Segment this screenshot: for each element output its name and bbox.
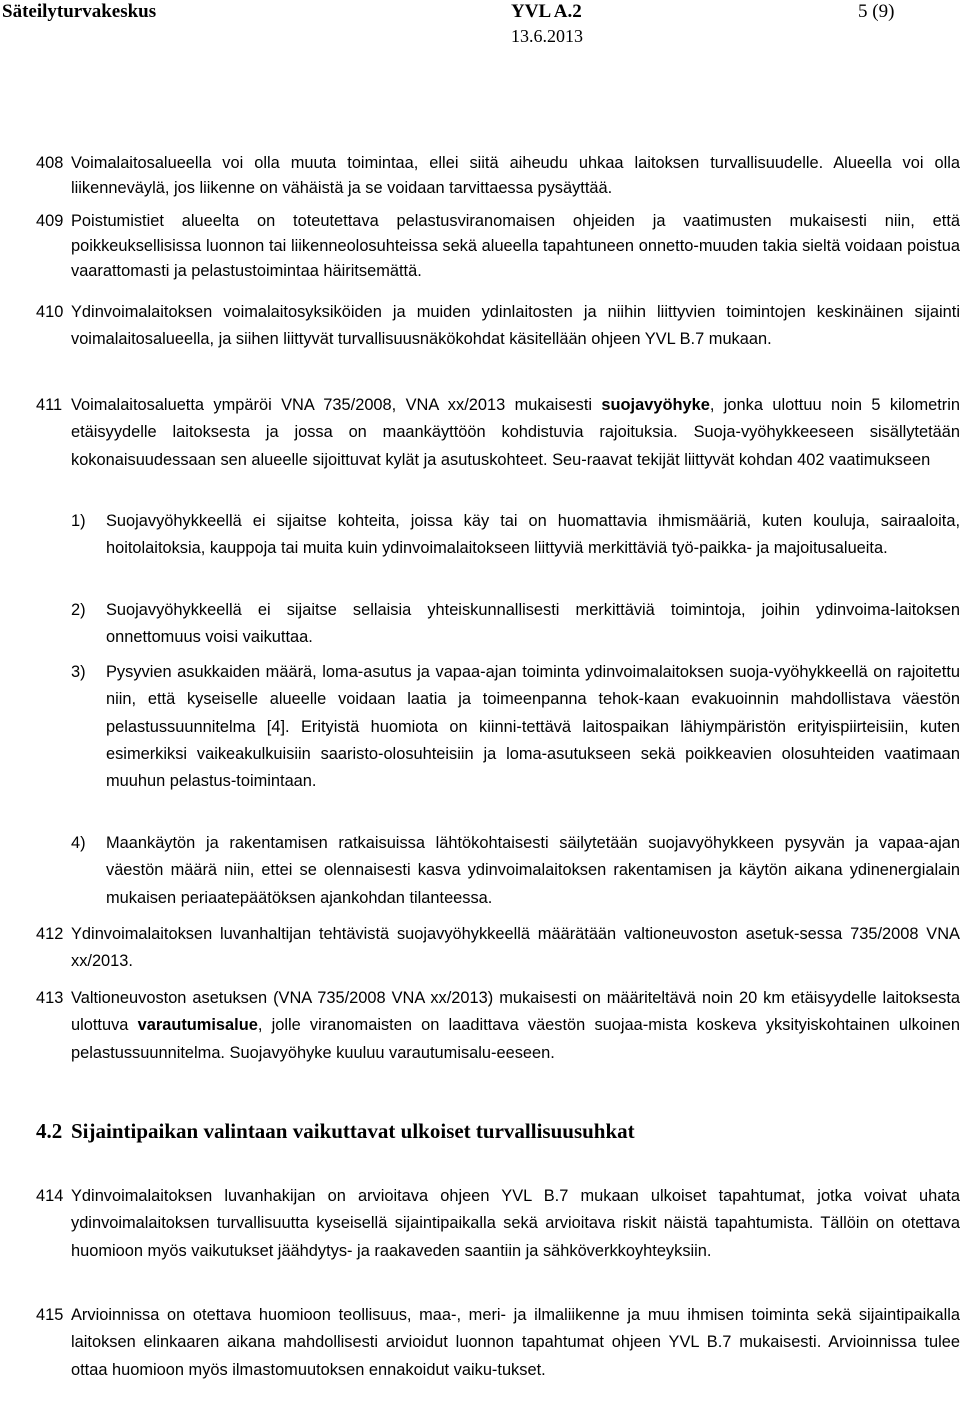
paragraph-text: Arvioinnissa on otettava huomioon teollisuus, maa-, meri- ja ilmaliikenne ja muu ihmisen toiminta sekä sijaintipaikalla laitoksen elinkaaren aikana mahdollisesti arvioidut luonnon tapahtumat ohjeen YVL B.7 mukaisesti. Arvioinnissa tulee ottaa huomioon myös ilmastomuutoksen ennakoidut vaiku-tukset. [71,1306,960,1379]
list-item-text: Suojavyöhykkeellä ei sijaitse kohteita, joissa käy tai on huomattavia ihmismääriä, kuten kouluja, sairaaloita, hoitolaitoksia, kauppoja tai muita kuin ydinvoimalaitokseen liittyviä merkittäviä työ-paikka- ja majoitusalueita. [106,512,960,558]
section-heading [36,1119,635,1144]
paragraph-text [71,392,960,474]
paragraph-text: Ydinvoimalaitoksen voimalaitosyksiköiden ja muiden ydinlaitosten ja niihin liittyvien toimintojen keskinäinen sijainti voimalaitosalueella, ja siihen liittyvät turvallisuusnäkökohdat käsitellään ohjeen YVL B.7 mukaan. [71,303,960,349]
list-item-text: Maankäytön ja rakentamisen ratkaisuissa lähtökohtaisesti säilytetään suojavyöhykkeen pysyvän ja vapaa-ajan väestön määrä niin, ettei se olennaisesti kasva ydinvoimalaitoksen rakentamisen ja käytön aikana ydinenergialain mukaisen periaatepäätöksen ajankohdan tilanteessa. [106,834,960,907]
term-suojavyohyke: suojavyöhyke [601,396,710,414]
paragraph-text: Voimalaitosalueella voi olla muuta toimintaa, ellei siitä aiheudu uhkaa laitoksen turvallisuudelle. Alueella voi olla liikenneväylä, jos liikenne on vähäistä ja se voidaan tarvittaessa pysäyttää. [71,154,960,197]
text-segment: , jolle viranomaisten on laadittava väestön suojaa-mista koskeva yksityiskohtainen ulkoinen pelastussuunnitelma. Suojavyöhyke kuuluu varautumisalu-eeseen. [71,1016,960,1062]
paragraph-text: Ydinvoimalaitoksen luvanhaltijan tehtävistä suojavyöhykkeellä määrätään valtioneuvoston asetuk-sessa 735/2008 VNA xx/2013. [71,925,960,971]
paragraph-number: 412 [36,925,64,943]
paragraph-414 [36,1183,960,1265]
page-header [0,0,960,56]
list-item [71,659,960,795]
paragraph-number: 409 [36,212,64,230]
section-number: 4.2 [36,1119,63,1143]
list-item [71,830,960,912]
paragraph-410 [36,299,960,354]
list-item-text: Suojavyöhykkeellä ei sijaitse sellaisia yhteiskunnallisesti merkittäviä toimintoja, joihin ydinvoima-laitoksen onnettomuus voisi vaikuttaa. [106,601,960,647]
list-item-number: 4) [71,834,86,852]
paragraph-text: Poistumistiet alueelta on toteutettava pelastusviranomaisen ohjeiden ja vaatimusten mukaisesti niin, että poikkeuksellisissa luonnon tai liikenneolosuhteissa sekä alueella tapahtuneen onnetto-muuden takia sieltä voidaan poistua vaarattomasti ja pelastustoimintaa häiritsemättä. [71,212,960,280]
text-segment: Valtioneuvoston asetuksen (VNA 735/2008 VNA xx/2013) mukaisesti on määriteltävä noin 20 km etäisyydelle laitoksesta ulottuva [71,989,960,1035]
paragraph-number: 410 [36,303,64,321]
section-title: Sijaintipaikan valintaan vaikuttavat ulkoiset turvallisuusuhkat [71,1119,635,1143]
term-varautumisalue: varautumisalue [137,1016,258,1035]
organization-name: Säteilyturvakeskus [2,1,157,22]
paragraph-408 [36,151,960,201]
paragraph-413 [36,985,960,1067]
paragraph-number: 414 [36,1187,64,1205]
paragraph-415 [36,1302,960,1384]
list-item [71,508,960,563]
list-item-text: Pysyvien asukkaiden määrä, loma-asutus ja vapaa-ajan toiminta ydinvoimalaitoksen suoja-vyöhykkeellä on rajoitettu niin, että kyseiselle alueelle voidaan laatia ja toimeenpanna tehok-kaan evakuoinnin mahdollistava väestön pelastussuunnitelma [4]. Erityistä huomiota on kiinni-tettävä laitospaikan lähiympäristön erityispiirteisiin, kuten esimerkiksi vaikeakulkuisiin saaristo-olosuhteisiin ja loma-asutukseen sekä poikkeavien olosuhteiden vaatimaan muuhun pelastus-toimintaan. [106,663,960,791]
document-date: 13.6.2013 [511,26,583,46]
text-segment: Voimalaitosaluetta ympäröi VNA 735/2008, VNA xx/2013 mukaisesti [71,396,602,414]
paragraph-409 [36,209,960,284]
paragraph-number: 415 [36,1306,64,1324]
text-segment: , jonka ulottuu noin 5 kilometrin etäisyydelle laitoksesta ja jossa on maankäyttöön kohdistuvia rajoituksia. Suoja-vyöhykkeeseen sisällytetään kokonaisuudessaan sen alueelle sijoittuvat kylät ja asutuskohteet. Seu-raavat tekijät liittyvät kohdan 402 vaatimukseen [71,396,960,469]
paragraph-number: 408 [36,154,64,172]
paragraph-text [71,985,960,1067]
list-item-number: 2) [71,601,86,619]
page-number: 5 (9) [858,1,895,22]
list-item-number: 1) [71,512,86,530]
paragraph-text: Ydinvoimalaitoksen luvanhakijan on arvioitava ohjeen YVL B.7 mukaan ulkoiset tapahtumat, jotka voivat uhata ydinvoimalaitoksen turvallisuutta kyseisellä sijaintipaikalla sekä arvioitava riskit näistä tapahtumista. Tällöin on otettava huomioon myös vaikutukset jäähdytys- ja raakaveden saantiin ja sähköverkkoyhteyksiin. [71,1187,960,1260]
list-item [71,597,960,652]
paragraph-number: 411 [36,396,63,414]
paragraph-412 [36,921,960,976]
paragraph-number: 413 [36,989,64,1007]
paragraph-411 [36,392,960,474]
document-id: YVL A.2 [511,1,582,22]
list-item-number: 3) [71,663,86,681]
